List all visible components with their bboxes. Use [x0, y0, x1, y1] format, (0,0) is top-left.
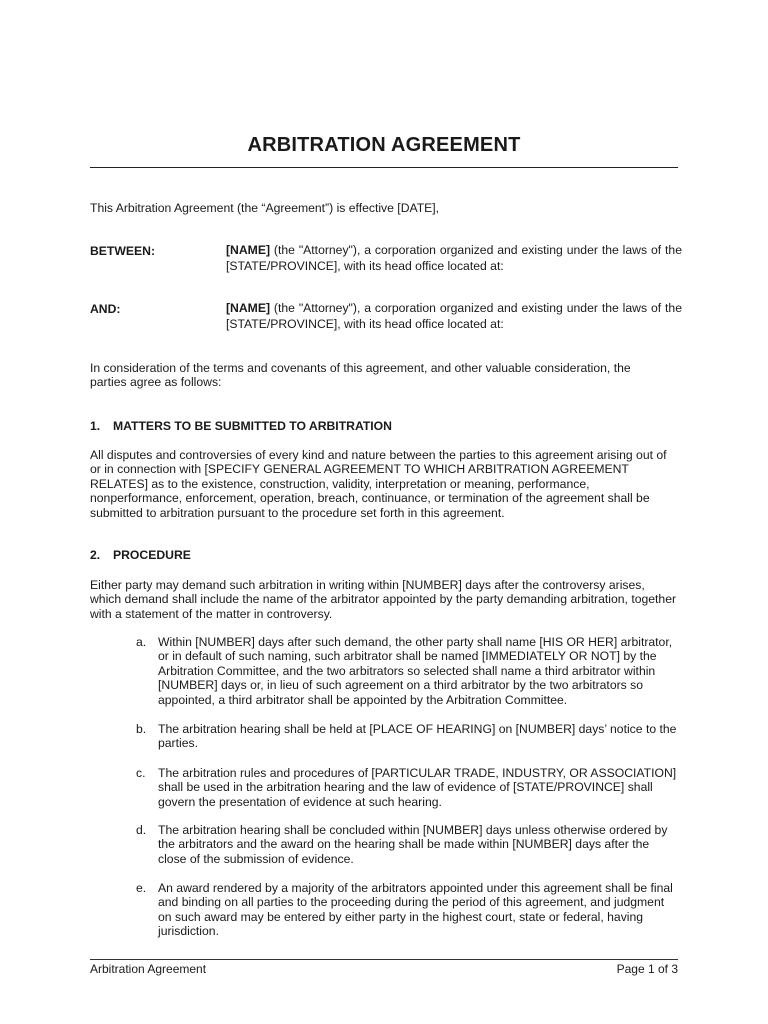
section-number: 2.	[90, 548, 101, 562]
consideration-paragraph: In consideration of the terms and covenants of this agreement, and other valuable consideration, the parties agree as follows:	[90, 361, 631, 390]
list-item-letter: a.	[136, 635, 147, 649]
intro-paragraph: This Arbitration Agreement (the “Agreement”) is effective [DATE],	[90, 201, 440, 215]
party-details: (the "Attorney"), a corporation organized and existing under the laws of the [STATE/PROVINCE], with its head office located at:	[226, 243, 682, 273]
party-name: [NAME]	[226, 243, 271, 257]
list-item-letter: c.	[136, 766, 146, 780]
list-item-text: The arbitration hearing shall be concluded within [NUMBER] days unless otherwise ordered by the arbitrators and the award on the hearing shall be made within [NUMBER] days after the close of the submission of evidence.	[158, 823, 668, 866]
list-item-text: Within [NUMBER] days after such demand, the other party shall name [HIS OR HER] arbitrator, or in default of such naming, such arbitrator shall be named [IMMEDIATELY OR NOT] by the Arbitration Committee, and the two arbitrators so selected shall name a third arbitrator within [NUMBER] days or, in lieu of such agreement on a third arbitrator by the two arbitrators so appointed, a third arbitrator shall be appointed by the Arbitration Committee.	[158, 635, 673, 707]
document-title: ARBITRATION AGREEMENT	[247, 134, 521, 156]
list-item-text: The arbitration rules and procedures of [PARTICULAR TRADE, INDUSTRY, OR ASSOCIATION] shall be used in the arbitration hearing and the law of evidence of [STATE/PROVINCE] shall govern the presentation of evidence at such hearing.	[158, 766, 677, 809]
list-item-letter: e.	[136, 881, 147, 895]
section-heading-1	[90, 419, 392, 433]
list-item-text: An award rendered by a majority of the arbitrators appointed under this agreement shall be final and binding on all parties to the proceeding during the period of this agreement, and judgment on such award may be entered by either party in the highest court, state or federal, having jurisdiction.	[158, 881, 673, 939]
section-title: MATTERS TO BE SUBMITTED TO ARBITRATION	[113, 419, 392, 433]
list-item-letter: b.	[136, 722, 147, 736]
party-name: [NAME]	[226, 301, 271, 315]
section-heading-2	[90, 548, 191, 562]
list-item-letter: d.	[136, 823, 147, 837]
footer-divider	[90, 959, 678, 960]
section-title: PROCEDURE	[113, 548, 191, 562]
party-details: (the "Attorney"), a corporation organized and existing under the laws of the [STATE/PROVINCE], with its head office located at:	[226, 301, 682, 331]
section-body-2: Either party may demand such arbitration in writing within [NUMBER] days after the controversy arises, which demand shall include the name of the arbitrator appointed by the party demanding arbitration, together with a statement of the matter in controversy.	[90, 578, 677, 621]
section-number: 1.	[90, 419, 101, 433]
section-body-1: All disputes and controversies of every kind and nature between the parties to this agreement arising out of or in connection with [SPECIFY GENERAL AGREEMENT TO WHICH ARBITRATION AGREEMENT RELATES] as to the existence, construction, validity, interpretation or meaning, performance, nonperformance, enforcement, operation, breach, continuance, or termination of the agreement shall be submitted to arbitration pursuant to the procedure set forth in this agreement.	[90, 448, 667, 520]
list-item-text: The arbitration hearing shall be held at [PLACE OF HEARING] on [NUMBER] days’ notice to the parties.	[158, 722, 677, 751]
footer-document-name: Arbitration Agreement	[90, 962, 207, 976]
party-description-between	[226, 243, 682, 274]
party-label-between: BETWEEN:	[90, 244, 155, 258]
party-label-and: AND:	[90, 302, 121, 316]
page-number: Page 1 of 3	[616, 962, 678, 976]
title-divider	[90, 167, 678, 168]
party-description-and	[226, 301, 682, 332]
